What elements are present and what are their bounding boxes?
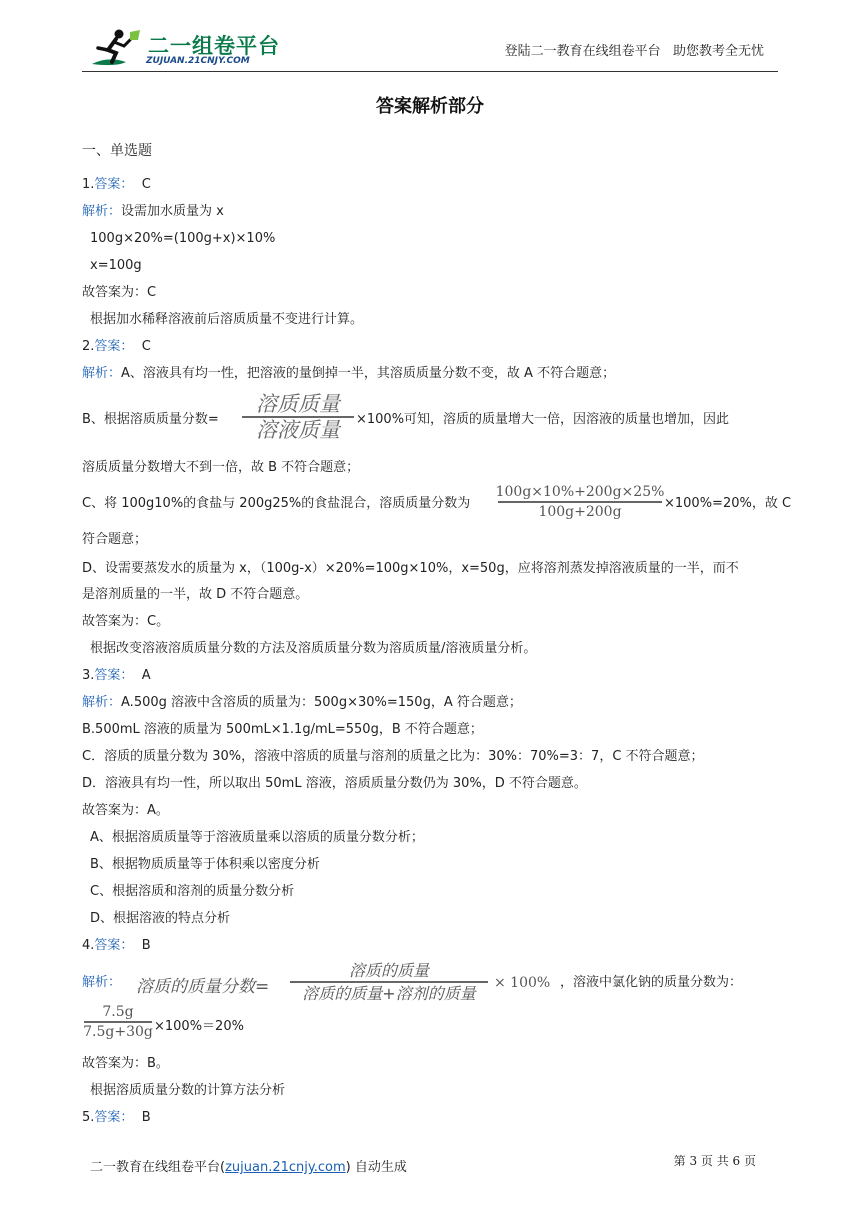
q5-answer-line — [82, 1109, 151, 1127]
q2-c-denominator: 100g+200g — [538, 503, 622, 520]
q4-formula-post: × 100% — [494, 975, 551, 991]
footer-left-pre: 二一教育在线组卷平台( — [90, 1160, 226, 1175]
q2-c-pre: C、将 100g10%的食盐与 200g25%的食盐混合，溶质质量分数为 — [82, 496, 471, 511]
fraction-bar — [498, 501, 662, 503]
q2-answer: C — [141, 339, 151, 354]
q4-analysis-label: 解析： — [82, 975, 122, 990]
q4-formula-denominator: 溶质的质量+溶剂的质量 — [302, 983, 476, 1003]
q2-b-fraction — [242, 393, 354, 441]
footer-source — [90, 1156, 407, 1175]
q2-c-numerator: 100g×10%+200g×25% — [495, 484, 665, 500]
q1-number: 1. — [82, 177, 95, 192]
q3-answer-line — [82, 667, 151, 685]
q2-conclusion: 故答案为：C。 — [82, 614, 170, 629]
q1-answer-label: 答案： — [94, 177, 134, 192]
q3-analysis-a — [82, 694, 522, 712]
q2-answer-label: 答案： — [94, 339, 134, 354]
q4-calc-fraction — [84, 1004, 152, 1040]
q2-b-pre: B、根据溶质质量分数= — [82, 412, 219, 427]
q2-analysis-label: 解析： — [82, 366, 122, 381]
page-title: 答案解析部分 — [376, 96, 484, 117]
q4-number: 4. — [82, 938, 95, 953]
footer-left-post: ) 自动生成 — [345, 1160, 407, 1175]
q1-analysis — [82, 203, 224, 221]
q2-d-line2: 是溶剂质量的一半，故 D 不符合题意。 — [82, 587, 309, 602]
q3-number: 3. — [82, 668, 95, 683]
q1-analysis-label: 解析： — [82, 204, 122, 219]
logo — [86, 26, 286, 70]
q2-number: 2. — [82, 339, 95, 354]
q3-option-b: B.500mL 溶液的质量为 500mL×1.1g/mL=550g，B 不符合题意； — [82, 722, 483, 737]
q3-option-a: A.500g 溶液中含溶质的质量为：500g×30%=150g，A 符合题意； — [121, 695, 522, 710]
q3-note-d: D、根据溶液的特点分析 — [90, 911, 231, 926]
q2-note: 根据改变溶液溶质质量分数的方法及溶质质量分数为溶质质量/溶液质量分析。 — [90, 641, 537, 656]
q5-answer-label: 答案： — [94, 1110, 134, 1125]
q4-formula-lhs: 溶质的质量分数= — [136, 977, 270, 997]
q4-calc-post: ×100%＝20% — [154, 1019, 244, 1034]
fraction-bar — [290, 981, 488, 983]
q2-c-fraction — [495, 484, 665, 520]
footer-link[interactable]: zujuan.21cnjy.com — [225, 1160, 346, 1175]
q3-conclusion: 故答案为：A。 — [82, 803, 169, 818]
q2-option-a: A、溶液具有均一性，把溶液的量倒掉一半，其溶质质量分数不变，故 A 不符合题意； — [121, 366, 616, 381]
q2-answer-line — [82, 338, 151, 356]
q2-b-cont: 溶质质量分数增大不到一倍，故 B 不符合题意； — [82, 460, 360, 475]
q3-answer-label: 答案： — [94, 668, 134, 683]
q4-answer-label: 答案： — [94, 938, 134, 953]
q2-c-post: ×100%=20%，故 C — [664, 496, 792, 511]
q4-conclusion: 故答案为：B。 — [82, 1056, 169, 1071]
q2-c-cont: 符合题意； — [82, 532, 148, 547]
q1-answer: C — [141, 177, 151, 192]
q1-conclusion: 故答案为：C — [82, 285, 157, 300]
logo-text: 二一组卷平台 — [148, 34, 280, 58]
q4-post-text: ，溶液中氯化钠的质量分数为： — [560, 975, 743, 990]
q2-b-denominator: 溶液质量 — [256, 417, 340, 442]
q1-line2: 100g×20%=(100g+x)×10% — [90, 231, 276, 246]
runner-logo-icon — [86, 26, 144, 70]
q4-calc-numerator: 7.5g — [102, 1004, 134, 1020]
q1-line3: x=100g — [90, 258, 142, 273]
q2-b-numerator: 溶质质量 — [256, 392, 340, 416]
q3-note-b: B、根据物质质量等于体积乘以密度分析 — [90, 857, 320, 872]
q2-d-line1: D、设需要蒸发水的质量为 x，（100g-x）×20%=100g×10%，x=50g，应将溶剂蒸发掉溶液质量的一半，而不 — [82, 561, 739, 576]
section-heading: 一、单选题 — [82, 143, 152, 159]
q4-formula-fraction — [290, 961, 488, 1003]
q3-option-d: D．溶液具有均一性，所以取出 50mL 溶液，溶质质量分数仍为 30%，D 不符合题意。 — [82, 776, 587, 791]
q1-line1: 设需加水质量为 x — [121, 204, 224, 219]
q4-calc-denominator: 7.5g+30g — [83, 1023, 153, 1040]
fraction-bar — [84, 1021, 152, 1023]
page-header — [82, 24, 778, 72]
q1-answer-line — [82, 176, 151, 194]
page-number: 第 3 页 共 6 页 — [673, 1154, 756, 1168]
q3-option-c: C．溶质的质量分数为 30%，溶液中溶质的质量与溶剂的质量之比为：30%：70%=3：7，C 不符合题意； — [82, 749, 704, 764]
q3-note-c: C、根据溶质和溶剂的质量分数分析 — [90, 884, 295, 899]
q3-note-a: A、根据溶质质量等于溶液质量乘以溶质的质量分数分析； — [90, 830, 424, 845]
q4-formula-numerator: 溶质的质量 — [348, 961, 429, 980]
q3-analysis-label: 解析： — [82, 695, 122, 710]
q5-answer: B — [141, 1110, 151, 1125]
header-slogan: 登陆二一教育在线组卷平台 助您教考全无忧 — [504, 44, 764, 59]
q1-note: 根据加水稀释溶液前后溶质质量不变进行计算。 — [90, 312, 364, 327]
q2-analysis-a — [82, 365, 615, 383]
q3-answer: A — [141, 668, 151, 683]
q5-number: 5. — [82, 1110, 95, 1125]
q4-note: 根据溶质质量分数的计算方法分析 — [90, 1083, 286, 1098]
q4-answer-line — [82, 937, 151, 955]
logo-subtext: ZUJUAN.21CNJY.COM — [146, 56, 250, 66]
q4-answer: B — [141, 938, 151, 953]
q2-b-post: ×100%可知，溶质的质量增大一倍，因溶液的质量也增加，因此 — [356, 412, 730, 427]
